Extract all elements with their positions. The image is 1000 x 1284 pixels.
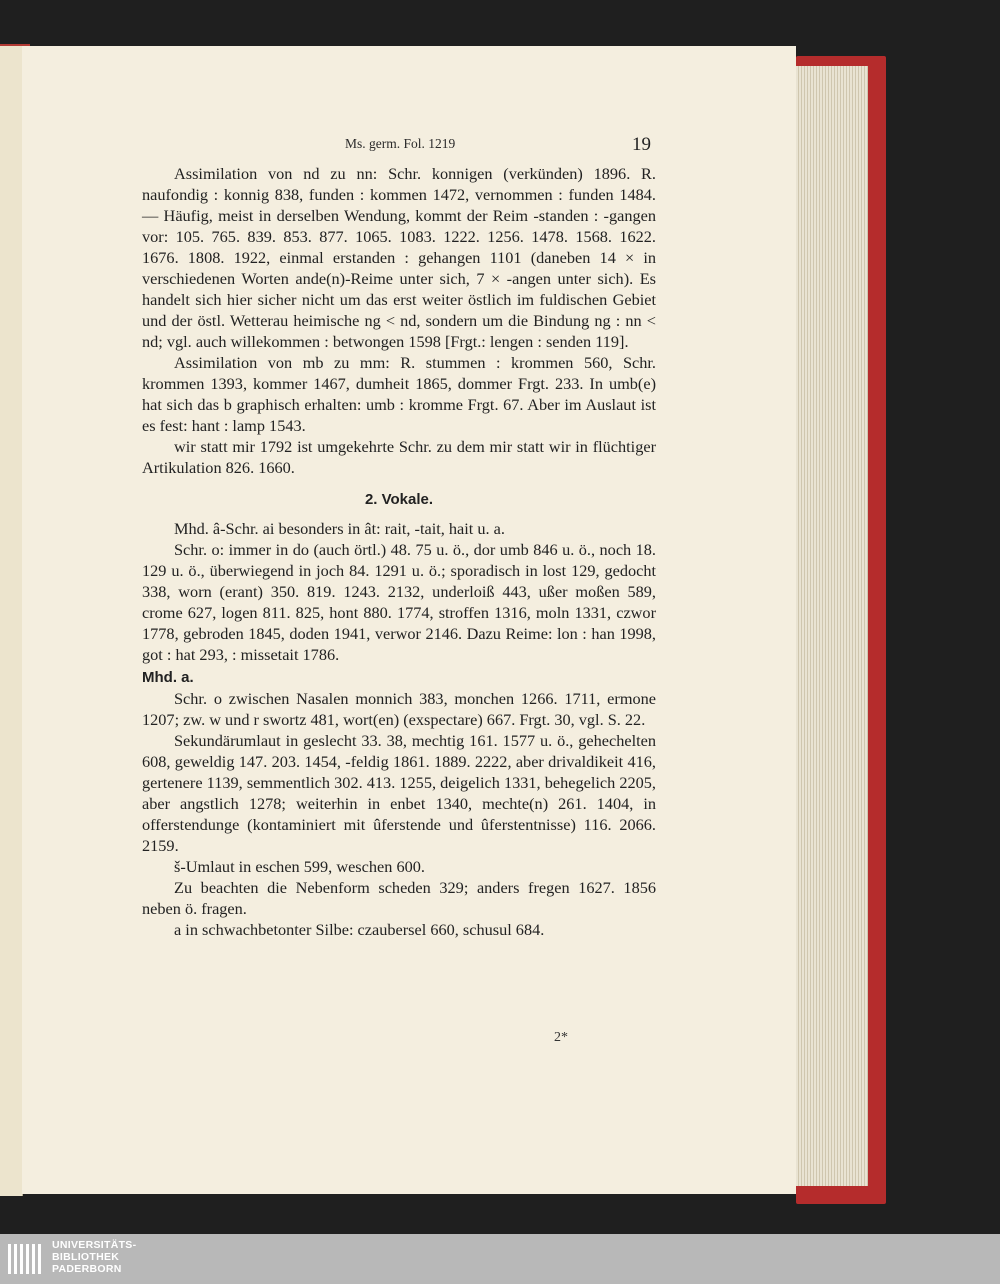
paragraph-mhd-a-long: Mhd. â-Schr. ai besonders in ât: rait, -tait, hait u. a. bbox=[174, 519, 505, 538]
library-footer bbox=[0, 1234, 1000, 1284]
library-name bbox=[52, 1239, 136, 1275]
page-number: 19 bbox=[632, 134, 651, 155]
paragraph-sekundaerumlaut: Sekundärumlaut in geslecht 33. 38, mechtig 161. 1577 u. ö., gehechelten 608, geweldig 147. 203. 1454, -feldig 1861. 1889. 2222, aber drivaldikeit 416, gertenere 1139, semmentlich 302. 413. 1255, deigelich 1331, behegelich 2205, aber angstlich 1278; weiterhin in enbet 1340, mechte(n) 261. 1404, in offerstendunge (kontaminiert mit ûferstende und ûferstentnisse) 116. 2066. 2159. bbox=[142, 731, 656, 855]
body-text bbox=[142, 163, 656, 940]
library-name-line: PADERBORN bbox=[52, 1263, 122, 1275]
left-page-sliver bbox=[0, 46, 23, 1196]
section-heading: 2. Vokale. bbox=[364, 491, 434, 508]
paragraph-assimilation-mb: Assimilation von mb zu mm: R. stummen : krommen 560, Schr. krommen 1393, kommer 1467, dumheit 1865, dommer Frgt. 233. In umb(e) hat sich das b graphisch erhalten: umb : kromme Frgt. 67. Aber im Auslaut ist es fest: hant : lamp 1543. bbox=[142, 353, 656, 435]
library-logo-icon bbox=[6, 1240, 46, 1278]
paragraph-schr-o: Schr. o: immer in do (auch örtl.) 48. 75 u. ö., dor umb 846 u. ö., noch 18. 129 u. ö., überwiegend in joch 84. 1291 u. ö.; sporadisch in lost 129, gedocht 338, worn (erant) 350. 819. 1243. 2132, underloiß 443, ußer moßen 589, crome 627, logen 811. 825, hont 880. 1774, stroffen 1316, moln 1331, czwor 1778, gebroden 1845, doden 1941, verwor 2146. Dazu Reime: lon : han 1998, got : hat 293, : missetait 1786. bbox=[142, 540, 656, 664]
paragraph-nasalen: Schr. o zwischen Nasalen monnich 383, monchen 1266. 1711, ermone 1207; zw. w und r swortz 481, wort(en) (exspectare) 667. Frgt. 30, vgl. S. 22. bbox=[142, 689, 656, 729]
paragraph-assimilation-nd: Assimilation von nd zu nn: Schr. konnigen (verkünden) 1896. R. naufondig : konnig 838, funden : kommen 1472, vernommen : funden 1484. — Häufig, meist in derselben Wendung, kommt der Reim -standen : -gangen vor: 105. 765. 839. 853. 877. 1065. 1083. 1222. 1256. 1478. 1568. 1622. 1676. 1808. 1922, einmal erstanden : gehangen 1101 (daneben 14 × in verschiedenen Worten ande(n)-Reime unter sich, 7 × -angen unter sich). Es handelt sich hier sicher nicht um das erst weiter östlich im fuldischen Gebiet und der östl. Wetterau heimische ng < nd, sondern um die Bindung ng : nn < nd; vgl. auch willekommen : betwongen 1598 [Frgt.: lengen : senden 119]. bbox=[142, 164, 656, 351]
paragraph-nebenform: Zu beachten die Nebenform scheden 329; anders fregen 1627. 1856 neben ö. fragen. bbox=[142, 878, 656, 918]
subheading-mhd-a: Mhd. a. bbox=[142, 669, 194, 686]
paragraph-schwachbetont: a in schwachbetonter Silbe: czaubersel 660, schusul 684. bbox=[174, 920, 545, 939]
paragraph-wir-mir: wir statt mir 1792 ist umgekehrte Schr. zu dem mir statt wir in flüchtiger Artikulation 826. 1660. bbox=[142, 437, 656, 477]
sheet-signature: 2* bbox=[554, 1030, 568, 1045]
library-name-line: BIBLIOTHEK bbox=[52, 1251, 120, 1263]
library-name-line: UNIVERSITÄTS- bbox=[52, 1239, 137, 1251]
running-title: Ms. germ. Fol. 1219 bbox=[345, 136, 456, 151]
page-stack-edge bbox=[796, 66, 868, 1186]
paragraph-s-umlaut: š-Umlaut in eschen 599, weschen 600. bbox=[174, 857, 425, 876]
